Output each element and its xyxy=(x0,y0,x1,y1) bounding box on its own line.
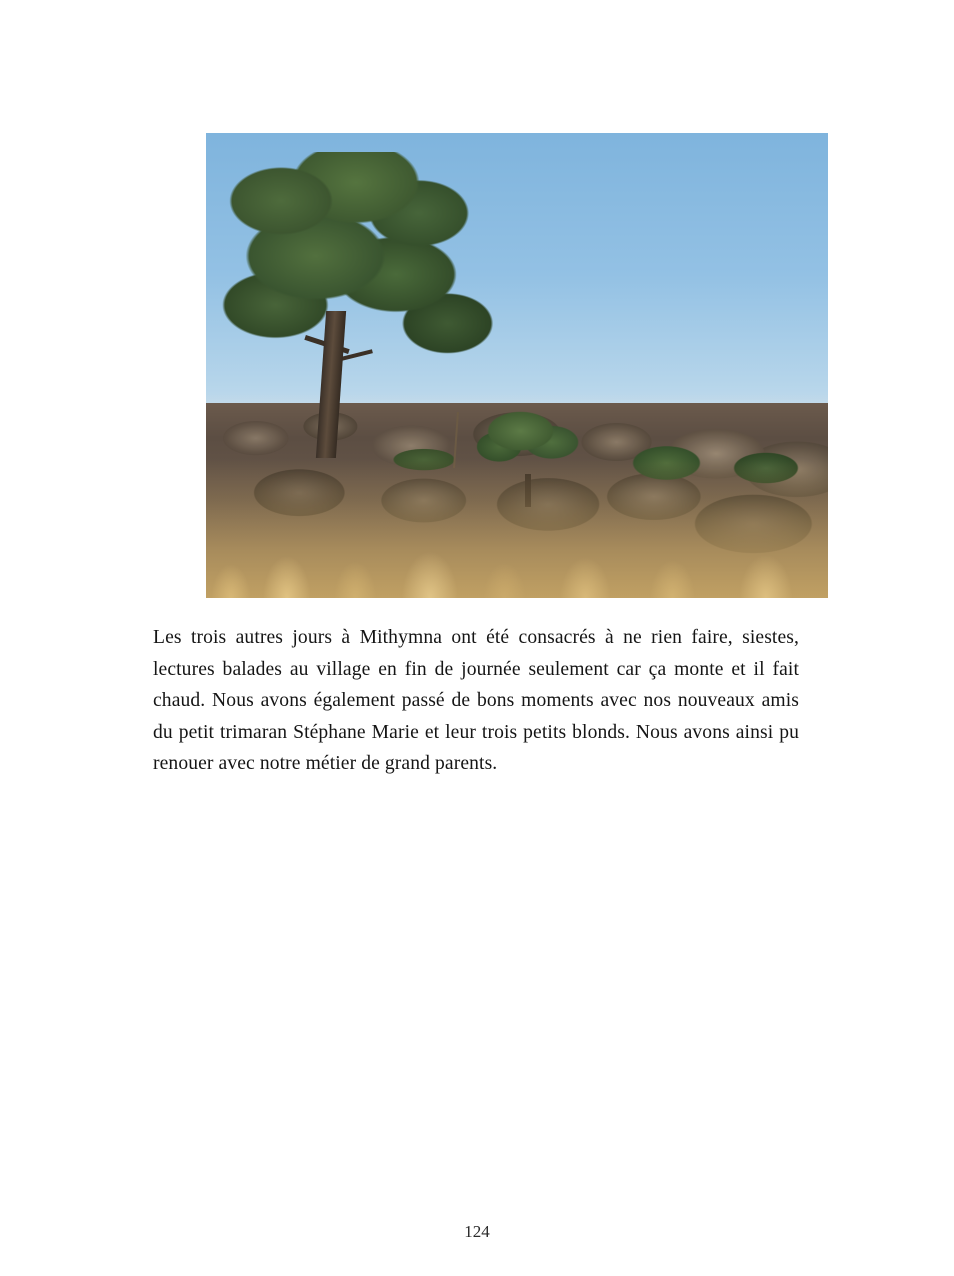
body-text-block xyxy=(153,622,799,780)
page-number: 124 xyxy=(464,1222,490,1241)
landscape-photo xyxy=(206,133,828,598)
body-paragraph: Les trois autres jours à Mithymna ont été consacrés à ne rien faire, siestes, lectures balades au village en fin de journée seulement car ça monte et il fait chaud. Nous avons également passé de bons moments avec nos nouveaux amis du petit trimaran Stéphane Marie et leur trois petits blonds. Nous avons ainsi pu renouer avec notre métier de grand parents. xyxy=(153,627,799,775)
photo-figure xyxy=(206,133,828,598)
grass-tufts xyxy=(206,403,828,598)
